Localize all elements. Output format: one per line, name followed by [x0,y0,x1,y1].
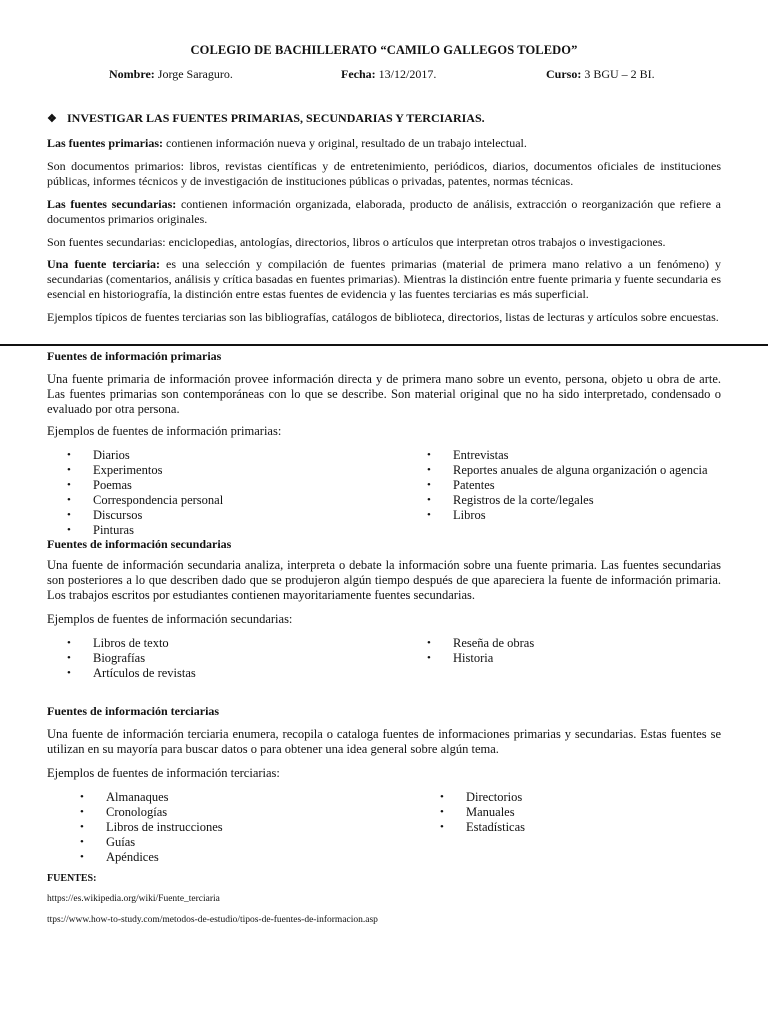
assignment-heading-text: INVESTIGAR LAS FUENTES PRIMARIAS, SECUNDARIAS Y TERCIARIAS. [67,111,485,125]
list-item: • Cronologías [80,805,223,820]
sources-heading: FUENTES: [47,873,97,884]
list-item: • Reseña de obras [427,636,534,651]
secundarias-paragraph: Una fuente de información secundaria analiza, interpreta o debate la información sobre una fuente primaria. Las fuentes secundarias son posteriores a lo que describen dado que se produjeron algún tiempo después de que apareciera la fuente de información primaria. Los trabajos escritos por estudiantes contienen mayoritariamente fuentes secundarias. [47,558,721,602]
list-item: • Manuales [440,805,525,820]
assignment-heading [47,111,485,126]
list-item: • Libros de texto [67,636,196,651]
student-name [109,67,233,82]
secundarias-label: Las fuentes secundarias: [47,197,177,211]
course-value: 3 BGU – 2 BI. [581,67,655,81]
secundarias-heading: Fuentes de información secundarias [47,537,232,551]
primarias-paragraph: Una fuente primaria de información provee información directa y de primera mano sobre un evento, persona, objeto u obra de arte. Las fuentes primarias son contemporáneas con lo que se describe. Son material original que no ha sido interpretado, condensado o evaluado por otra persona. [47,372,721,416]
secundarias-text: contienen información organizada, elaborada, producto de análisis, extracción o reorganización que refiere a documentos primarios originales. [47,197,721,226]
source-link[interactable]: https://es.wikipedia.org/wiki/Fuente_terciaria [47,894,220,904]
list-item: • Registros de la corte/legales [427,493,708,508]
list-item: • Libros de instrucciones [80,820,223,835]
primarias-list-left [67,448,223,538]
name-label: Nombre: [109,67,155,81]
primarias-heading: Fuentes de información primarias [47,349,222,363]
list-item: • Poemas [67,478,223,493]
terciarias-list-right [440,790,525,835]
primarias-label: Las fuentes primarias: [47,136,163,150]
list-item: • Patentes [427,478,708,493]
terciarias-examples-label: Ejemplos de fuentes de información terciarias: [47,766,280,780]
course [546,67,655,82]
list-item: • Guías [80,835,223,850]
date-label: Fecha: [341,67,376,81]
list-item: • Almanaques [80,790,223,805]
list-item: • Discursos [67,508,223,523]
list-item: • Reportes anuales de alguna organización o agencia [427,463,708,478]
list-item: • Experimentos [67,463,223,478]
source-link[interactable]: ttps://www.how-to-study.com/metodos-de-estudio/tipos-de-fuentes-de-informacion.asp [47,915,378,925]
list-item: • Diarios [67,448,223,463]
terciaria-examples: Ejemplos típicos de fuentes terciarias son las bibliografías, catálogos de biblioteca, directorios, listas de lecturas y artículos sobre encuestas. [47,310,719,324]
name-value: Jorge Saraguro. [154,67,233,81]
course-label: Curso: [546,67,582,81]
primarias-documents: Son documentos primarios: libros, revistas científicas y de entretenimiento, periódicos, diarios, documentos oficiales de instituciones públicas, informes técnicos y de investigación de instituciones públicas o privadas, patentes, normas técnicas. [47,159,721,188]
date [341,67,436,82]
section-divider [0,344,768,346]
list-item: • Pinturas [67,523,223,538]
secundarias-definition [47,197,721,227]
terciarias-heading: Fuentes de información terciarias [47,704,220,718]
school-title: COLEGIO DE BACHILLERATO “CAMILO GALLEGOS TOLEDO” [190,43,578,57]
primarias-examples-label: Ejemplos de fuentes de información primarias: [47,424,282,438]
primarias-list-right [427,448,708,523]
terciarias-list-left [80,790,223,865]
list-item: • Directorios [440,790,525,805]
date-value: 13/12/2017. [375,67,437,81]
secundarias-list-right [427,636,534,666]
list-item: • Apéndices [80,850,223,865]
list-item: • Historia [427,651,534,666]
secundarias-list-left [67,636,196,681]
secundarias-documents: Son fuentes secundarias: enciclopedias, antologías, directorios, libros o artículos que interpretan otros trabajos o investigaciones. [47,235,666,249]
list-item: • Artículos de revistas [67,666,196,681]
list-item: • Biografías [67,651,196,666]
terciaria-label: Una fuente terciaria: [47,257,161,271]
terciarias-paragraph: Una fuente de información terciaria enumera, recopila o cataloga fuentes de informaciones primarias y secundarias. Estas fuentes se utilizan en su mayoría para buscar datos o para obtener una idea general sobre algún tema. [47,727,721,756]
list-item: • Correspondencia personal [67,493,223,508]
terciaria-definition [47,257,721,302]
list-item: • Estadísticas [440,820,525,835]
diamond-bullet-icon: ❖ [47,113,57,125]
list-item: • Libros [427,508,708,523]
primarias-definition [47,136,721,151]
list-item: • Entrevistas [427,448,708,463]
terciaria-text: es una selección y compilación de fuentes primarias (material de primera mano relativo a un fenómeno) y secundarias (comentarios, análisis y crítica basadas en fuentes primarias). Mientras la distinción entre fuente primaria y fuente secundaria es esencial en historiografía, la distinción entre estas fuentes de evidencia y las fuentes terciarias es más superficial. [47,257,721,301]
secundarias-examples-label: Ejemplos de fuentes de información secundarias: [47,612,293,626]
primarias-text: contienen información nueva y original, resultado de un trabajo intelectual. [163,136,527,150]
